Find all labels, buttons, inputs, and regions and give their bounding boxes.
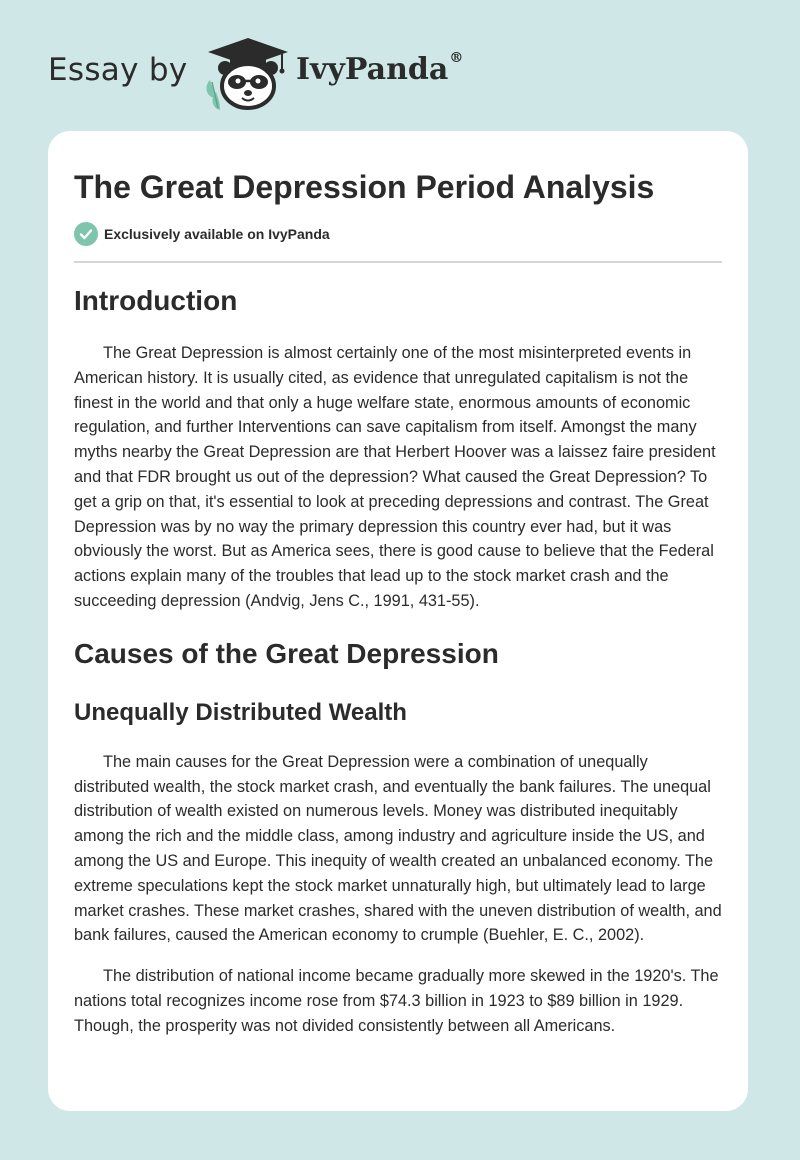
panda-graduate-logo-icon[interactable] bbox=[200, 36, 296, 112]
checkmark-circle-icon bbox=[74, 222, 98, 246]
site-header bbox=[0, 0, 800, 130]
essay-card bbox=[48, 131, 748, 1111]
exclusive-badge bbox=[74, 222, 330, 246]
subsection-heading-wealth: Unequally Distributed Wealth bbox=[74, 698, 407, 726]
section-heading-causes: Causes of the Great Depression bbox=[74, 637, 499, 669]
brand-name bbox=[296, 52, 463, 87]
exclusive-badge-text: Exclusively available on IvyPanda bbox=[104, 226, 330, 242]
paragraph-wealth-1: The main causes for the Great Depression were a combination of unequally distributed wealth, the stock market crash, and eventually the bank failures. The unequal distribution of wealth existed on numerous levels. Money was distributed inequitably among the rich and the middle class, among industry and agriculture inside the US, and among the US and Europe. This inequity of wealth created an unbalanced economy. The extreme speculations kept the stock market unnaturally high, but ultimately lead to large market crashes. These market crashes, shared with the uneven distribution of wealth, and bank failures, caused the American economy to crumple (Buehler, E. C., 2002). bbox=[74, 752, 722, 945]
essay-body bbox=[74, 281, 726, 1039]
title-divider bbox=[74, 261, 722, 263]
brand-name-text: IvyPanda bbox=[296, 52, 449, 87]
paragraph-introduction: The Great Depression is almost certainly one of the most misinterpreted events in American history. It is usually cited, as evidence that unregulated capitalism is not the finest in the world and that only a huge welfare state, enormous amounts of economic regulation, and further Interventions can save capitalism from itself. Amongst the many myths nearby the Great Depression are that Herbert Hoover was a laissez faire president and that FDR brought us out of the depression? What caused the Great Depression? To get a grip on that, it's essential to look at preceding depressions and contrast. The Great Depression was by no way the primary depression this country ever had, but it was obviously the worst. But as America sees, there is good cause to believe that the Federal actions explain many of the troubles that lead up to the stock market crash and the succeeding depression (Andvig, Jens C., 1991, 431-55). bbox=[74, 344, 716, 610]
registered-mark: ® bbox=[449, 50, 464, 66]
section-heading-introduction: Introduction bbox=[74, 285, 238, 316]
essay-title: The Great Depression Period Analysis bbox=[74, 169, 655, 205]
paragraph-wealth-2: The distribution of national income became gradually more skewed in the 1920's. The nations total recognizes income rose from $74.3 billion in 1923 to $89 billion in 1929. Though, the prosperity was not divided consistently between all Americans. bbox=[74, 967, 719, 1035]
brand-prefix: Essay by bbox=[48, 52, 188, 88]
